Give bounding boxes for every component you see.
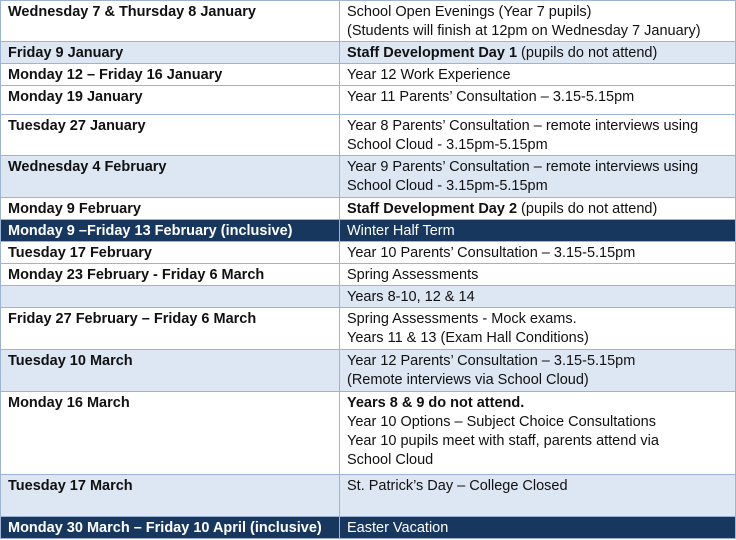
event-cell: [340, 517, 736, 539]
event-line: [347, 136, 728, 155]
schedule-row: [1, 264, 736, 286]
event-line: [347, 66, 728, 85]
event-cell: [340, 350, 736, 392]
date-cell: Monday 12 – Friday 16 January: [1, 64, 340, 86]
date-cell: Monday 16 March: [1, 392, 340, 475]
event-text-bold: Staff Development Day 2: [347, 201, 518, 217]
event-cell: [340, 64, 736, 86]
event-cell: [340, 198, 736, 220]
event-cell: [340, 264, 736, 286]
date-cell: Tuesday 17 February: [1, 242, 340, 264]
event-text: (Remote interviews via School Cloud): [347, 372, 589, 388]
term-dates-body: [1, 1, 736, 539]
event-text: St. Patrick’s Day – College Closed: [347, 478, 568, 494]
schedule-row: [1, 198, 736, 220]
event-line: [347, 477, 728, 496]
date-cell: Wednesday 4 February: [1, 156, 340, 198]
event-line: [347, 519, 728, 538]
date-cell: Monday 9 February: [1, 198, 340, 220]
schedule-row: [1, 308, 736, 350]
schedule-row: [1, 115, 736, 156]
schedule-row: [1, 42, 736, 64]
event-line: [347, 88, 728, 107]
event-text-bold: Staff Development Day 1: [347, 45, 518, 61]
schedule-row: [1, 220, 736, 242]
date-cell: Monday 23 February - Friday 6 March: [1, 264, 340, 286]
event-line: [347, 432, 728, 451]
event-line: [347, 371, 728, 390]
event-line: [347, 158, 728, 177]
event-cell: [340, 475, 736, 517]
event-line: [347, 266, 728, 285]
event-text: Year 12 Work Experience: [347, 67, 511, 83]
event-line: [347, 451, 728, 470]
date-cell: Tuesday 27 January: [1, 115, 340, 156]
date-cell: Monday 30 March – Friday 10 April (inclusive): [1, 517, 340, 539]
event-line: [347, 22, 728, 41]
schedule-row: [1, 242, 736, 264]
event-text: Year 10 Options – Subject Choice Consultations: [347, 414, 656, 430]
event-text: Easter Vacation: [347, 520, 449, 536]
event-line: [347, 352, 728, 371]
event-line: [347, 244, 728, 263]
schedule-row: [1, 1, 736, 42]
event-cell: [340, 242, 736, 264]
event-line: [347, 222, 728, 241]
event-text: (pupils do not attend): [517, 201, 658, 217]
event-line: [347, 3, 728, 22]
event-cell: [340, 286, 736, 308]
event-text: School Open Evenings (Year 7 pupils): [347, 4, 592, 20]
schedule-row: [1, 156, 736, 198]
event-text: Years 11 & 13 (Exam Hall Conditions): [347, 330, 589, 346]
event-text: Spring Assessments: [347, 267, 479, 283]
schedule-row: [1, 286, 736, 308]
event-cell: [340, 308, 736, 350]
event-text: Years 8-10, 12 & 14: [347, 289, 475, 305]
date-cell: Tuesday 10 March: [1, 350, 340, 392]
date-cell: Friday 27 February – Friday 6 March: [1, 308, 340, 350]
event-line: [347, 329, 728, 348]
event-text: (pupils do not attend): [517, 45, 658, 61]
event-cell: [340, 86, 736, 115]
event-line: [347, 310, 728, 329]
event-text: Winter Half Term: [347, 223, 455, 239]
event-text-bold: Years 8 & 9 do not attend.: [347, 395, 525, 411]
schedule-row: [1, 86, 736, 115]
event-line: [347, 413, 728, 432]
event-line: [347, 117, 728, 136]
event-cell: [340, 42, 736, 64]
event-text: Year 9 Parents’ Consultation – remote interviews using: [347, 159, 699, 175]
schedule-row: [1, 64, 736, 86]
schedule-row: [1, 392, 736, 475]
event-line: [347, 200, 728, 219]
date-cell: [1, 286, 340, 308]
event-line: [347, 44, 728, 63]
event-cell: [340, 156, 736, 198]
event-text: Year 11 Parents’ Consultation – 3.15-5.15pm: [347, 89, 635, 105]
event-line: [347, 177, 728, 196]
event-cell: [340, 115, 736, 156]
date-cell: Wednesday 7 & Thursday 8 January: [1, 1, 340, 42]
event-text: School Cloud: [347, 452, 434, 468]
schedule-row: [1, 517, 736, 539]
schedule-row: [1, 475, 736, 517]
event-line: [347, 394, 728, 413]
event-text: School Cloud - 3.15pm-5.15pm: [347, 137, 548, 153]
date-cell: Tuesday 17 March: [1, 475, 340, 517]
event-text: (Students will finish at 12pm on Wednesday 7 January): [347, 23, 701, 39]
event-line: [347, 288, 728, 307]
event-text: Year 12 Parents’ Consultation – 3.15-5.15pm: [347, 353, 636, 369]
event-text: Year 8 Parents’ Consultation – remote interviews using: [347, 118, 699, 134]
event-text: School Cloud - 3.15pm-5.15pm: [347, 178, 548, 194]
event-text: Spring Assessments - Mock exams.: [347, 311, 577, 327]
event-cell: [340, 220, 736, 242]
event-text: Year 10 pupils meet with staff, parents attend via: [347, 433, 659, 449]
event-cell: [340, 1, 736, 42]
schedule-row: [1, 350, 736, 392]
date-cell: Monday 19 January: [1, 86, 340, 115]
date-cell: Monday 9 –Friday 13 February (inclusive): [1, 220, 340, 242]
date-cell: Friday 9 January: [1, 42, 340, 64]
event-text: Year 10 Parents’ Consultation – 3.15-5.15pm: [347, 245, 636, 261]
event-cell: [340, 392, 736, 475]
